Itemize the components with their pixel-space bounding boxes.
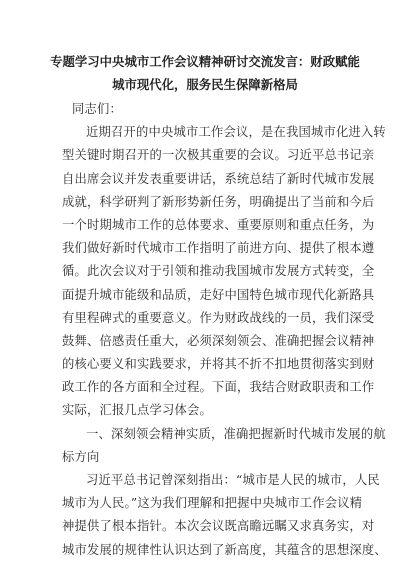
paragraph-line: 我们做好新时代城市工作指明了前进方向、提供了根本遵 <box>62 241 375 256</box>
document-title <box>40 50 370 96</box>
document-body <box>62 98 387 562</box>
greeting: 同志们： <box>72 102 122 116</box>
paragraph-line: 神提供了根本指针。本次会议既高瞻远瞩又求真务实，对 <box>62 519 375 534</box>
title-line-2: 城市现代化，服务民生保障新格局 <box>112 77 298 92</box>
paragraph-line: 循。此次会议对于引领和推动我国城市发展方式转变，全 <box>62 264 375 279</box>
paragraph-line: 有里程碑式的重要意义。作为财政战线的一员，我们深受 <box>62 310 375 325</box>
paragraph-line: 自出席会议并发表重要讲话，系统总结了新时代城市发展 <box>62 171 375 186</box>
title-line-1: 专题学习中央城市工作会议精神研讨交流发言：财政赋能 <box>50 54 360 69</box>
paragraph-line: 政工作的各方面和全过程。下面，我结合财政职责和工作 <box>62 380 375 395</box>
section-heading-line: 标方向 <box>62 449 100 464</box>
paragraph-line: 型关键时期召开的一次极其重要的会议。习近平总书记亲 <box>62 148 375 163</box>
paragraph-line: 的核心要义和实践要求，并将其不折不扣地贯彻落实到财 <box>62 357 375 372</box>
paragraph-line: 习近平总书记曾深刻指出：“城市是人民的城市，人民 <box>86 473 380 487</box>
paragraph-line: 近期召开的中央城市工作会议，是在我国城市化进入转 <box>86 125 386 140</box>
paragraph-line: 实际，汇报几点学习体会。 <box>62 403 212 418</box>
paragraph-line: 鼓舞、倍感责任重大，必须深刻领会、准确把握会议精神 <box>62 333 375 348</box>
paragraph-line: 一个时期城市工作的总体要求、重要原则和重点任务，为 <box>62 217 375 232</box>
paragraph-line: 成就，科学研判了新形势新任务，明确提出了当前和今后 <box>62 194 375 209</box>
paragraph-line: 城市发展的规律性认识达到了新高度，其蕴含的思想深度、 <box>62 542 387 557</box>
paragraph-line: 城市为人民。”这为我们理解和把握中央城市工作会议精 <box>62 496 363 511</box>
section-heading-line: 一、深刻领会精神实质，准确把握新时代城市发展的航 <box>86 426 386 441</box>
paragraph-line: 面提升城市能级和品质，走好中国特色城市现代化新路具 <box>62 287 375 302</box>
